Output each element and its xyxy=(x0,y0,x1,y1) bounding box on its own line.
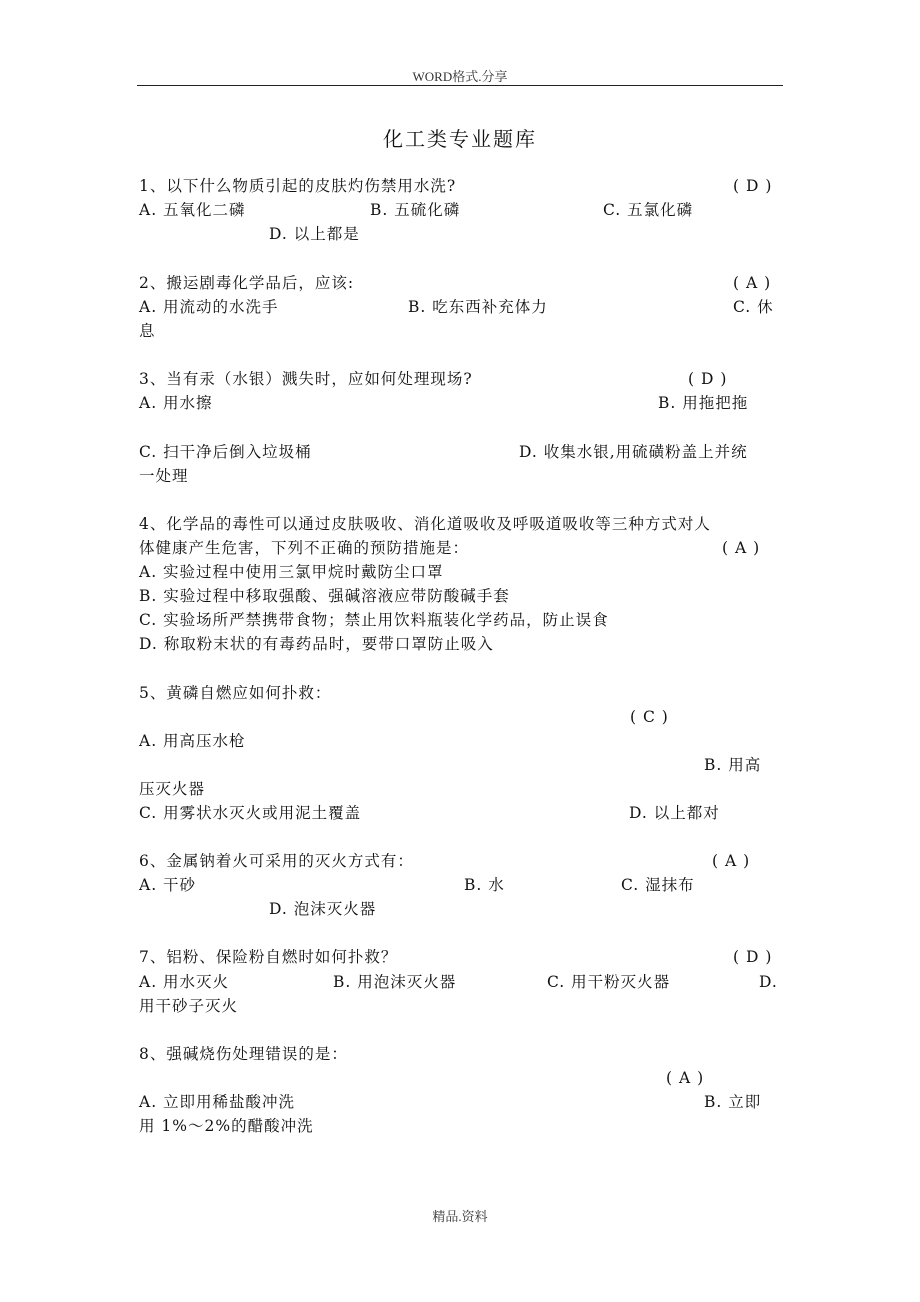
text-line: A. 用水擦 xyxy=(139,394,213,412)
text-line: B. 用拖把拖 xyxy=(658,394,749,412)
text-line: C. 实验场所严禁携带食物；禁止用饮料瓶装化学药品，防止误食 xyxy=(139,611,609,629)
text-line: 用 1%～2%的醋酸冲洗 xyxy=(139,1117,314,1135)
text-line: D. 收集水银,用硫磺粉盖上并统 xyxy=(519,443,748,461)
text-line: ( A ) xyxy=(666,1069,705,1087)
text-line: C. 五氯化磷 xyxy=(603,201,694,219)
text-line: A. 干砂 xyxy=(139,876,197,894)
text-line: A. 立即用稀盐酸冲洗 xyxy=(139,1093,296,1111)
text-line: 4、化学品的毒性可以通过皮肤吸收、消化道吸收及呼吸道吸收等三种方式对人 xyxy=(139,515,711,533)
text-line: B. 水 xyxy=(464,876,505,894)
document-title: 化工类专业题库 xyxy=(383,127,537,151)
text-line: 6、金属钠着火可采用的灭火方式有： xyxy=(139,852,414,870)
text-line: 8、强碱烧伤处理错误的是： xyxy=(139,1045,348,1063)
text-line: 2、搬运剧毒化学品后，应该: xyxy=(139,274,355,292)
text-line: B. 用泡沫灭火器 xyxy=(333,973,457,991)
text-line: ( D ) xyxy=(733,948,773,966)
text-line: 压灭火器 xyxy=(139,780,206,798)
text-line: B. 实验过程中移取强酸、强碱溶液应带防酸碱手套 xyxy=(139,587,510,605)
page-footer: 精品.资料 xyxy=(432,1209,488,1224)
text-line: ( A ) xyxy=(733,274,772,292)
text-line: A. 五氧化二磷 xyxy=(139,201,246,219)
text-line: B. 用高 xyxy=(704,756,762,774)
text-line: ( D ) xyxy=(733,177,773,195)
text-line: A. 用水灭火 xyxy=(139,973,230,991)
header-divider xyxy=(137,85,783,86)
text-line: C. 用雾状水灭火或用泥土覆盖 xyxy=(139,804,362,822)
text-line: B. 立即 xyxy=(704,1093,762,1111)
text-line: A. 用流动的水洗手 xyxy=(139,298,279,316)
page-header: WORD格式.分享 xyxy=(412,69,508,84)
text-line: ( A ) xyxy=(712,852,751,870)
text-line: 用干砂子灭火 xyxy=(139,997,239,1015)
text-line: C. 休 xyxy=(733,298,774,316)
text-line: ( D ) xyxy=(688,370,728,388)
text-line: D. 泡沫灭火器 xyxy=(269,900,377,918)
text-line: D. 称取粉末状的有毒药品时，要带口罩防止吸入 xyxy=(139,635,494,653)
text-line: A. 实验过程中使用三氯甲烷时戴防尘口罩 xyxy=(139,563,444,581)
text-line: 一处理 xyxy=(139,467,189,485)
text-line: B. 吃东西补充体力 xyxy=(408,298,548,316)
text-line: D. 以上都对 xyxy=(629,804,720,822)
text-line: C. 湿抹布 xyxy=(621,876,695,894)
text-line: ( A ) xyxy=(722,539,761,557)
text-line: 体健康产生危害，下列不正确的预防措施是： xyxy=(139,539,470,557)
text-line: A. 用高压水枪 xyxy=(139,732,246,750)
text-line: 息 xyxy=(139,322,156,340)
text-line: D. 以上都是 xyxy=(269,225,360,243)
text-line: B. 五硫化磷 xyxy=(370,201,461,219)
text-line: D. xyxy=(759,973,778,991)
text-line: C. 扫干净后倒入垃圾桶 xyxy=(139,443,312,461)
text-line: ( C ) xyxy=(630,708,669,726)
text-line: 3、当有汞（水银）溅失时，应如何处理现场? xyxy=(139,370,473,388)
text-line: C. 用干粉灭火器 xyxy=(547,973,671,991)
text-line: 5、黄磷自燃应如何扑救： xyxy=(139,684,332,702)
text-line: 7、铝粉、保险粉自燃时如何扑救？ xyxy=(139,948,398,966)
text-line: 1、以下什么物质引起的皮肤灼伤禁用水洗? xyxy=(139,177,457,195)
